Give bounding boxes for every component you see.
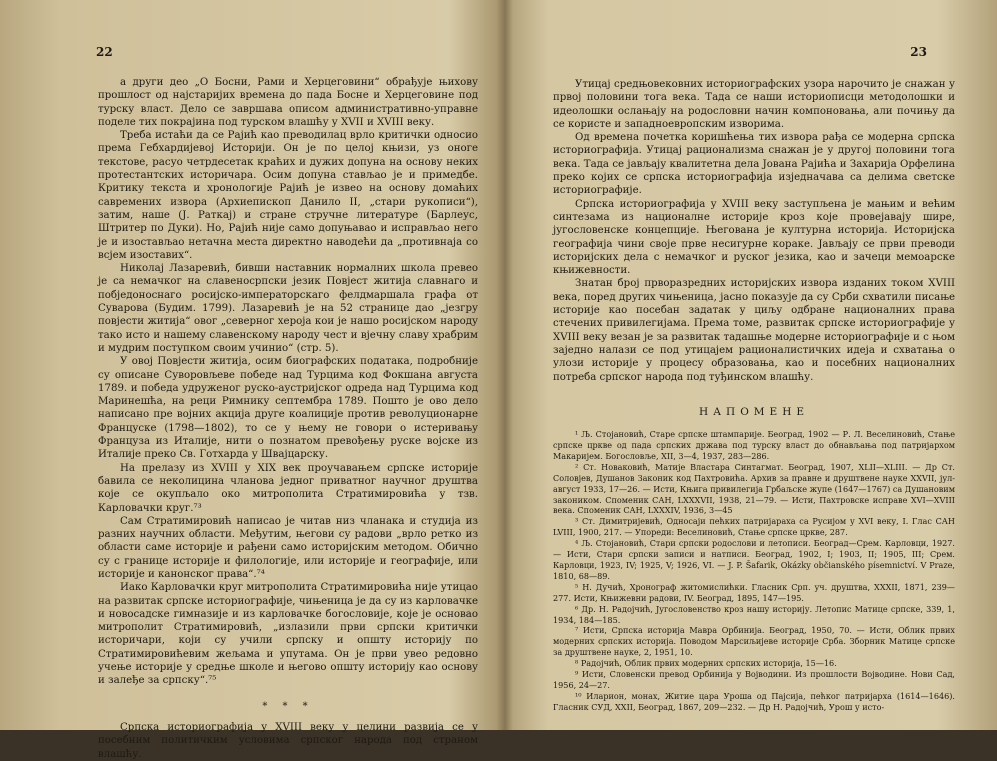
paragraph: Утицај средњовековних историографских узора нарочито је снажан у првој половини тога века. Тада се наши историописци методолошки и идеолошки ослањају на родословни начин компоновања, али почињу да се користе и западноевропским изворима. xyxy=(553,79,955,130)
footnotes xyxy=(553,429,955,713)
footnote: ⁸ Радојчић, Облик првих модерних српских историја, 15—16. xyxy=(575,658,837,669)
paragraph: Од времена почетка коришћења тих извора рађа се модерна српска историографија. Утицај рационализма снажан је у другој половини тога века. Тада се јављају квалитетна дела Јована Рајића и Захарија Орфелина преко којих се српска историографија изједначава са делима светске историографије. xyxy=(553,132,955,197)
footnote: ⁹ Исти, Словенски превод Орбинија у Војводини. Из прошлости Војводине. Нови Сад, 1956, 24—27. xyxy=(553,669,955,690)
paragraph: Иако Карловачки круг митрополита Стратимировића није утицао на развитак српске историографије, чињеница је да су из карловачке и новосадске гимназије и из карловачке богословије, које је основао митрополит Стратимировић, „излазили први српски критички историчари, који су учили српску и општу историју по Стратимировићевим жељама и упутама. Он је први увео редовно учење историје у средње школе и његово општу историју као основу и залеђе за српску“.⁷⁵ xyxy=(98,582,478,687)
left-page-text xyxy=(98,76,478,761)
footnote: ¹⁰ Иларион, монах, Житие цара Уроша од Пајсија, пећког патријарха (1614—1646). Гласник СУД, XXII, Београд, 1867, 209—232. — Др Н. Радојчић, Урош у исто- xyxy=(553,690,955,712)
right-page-text xyxy=(553,78,955,713)
paragraph: На прелазу из XVIII у XIX век проучавањем српске историје бавила се неколицина чланова једног приватног научног друштва које се окупљало око митрополита Стратимировића у тзв. Карловачки круг.⁷³ xyxy=(98,462,478,514)
section-separator: * * * xyxy=(262,700,314,712)
paragraph: Сам Стратимировић написао је читав низ чланака и студија из разних научних области. Међутим, његови су радови „врло ретко из области саме историје и рађени само историјским методом. Обично су с границе историје и филологије, или историје и географије, или историје и канонског права“.⁷⁴ xyxy=(98,515,478,580)
footnote: ⁵ Н. Дучић, Хронограф житомислићки. Гласник Срп. уч. друштва, XXXII, 1871, 239—277. Исти, Књижевни радови, IV. Београд, 1895, 147—195. xyxy=(553,581,955,603)
paragraph: У овој Повјести житија, осим биографских података, подробније су описане Суворовљеве победе над Турцима код Фокшана августа 1789. и победа удруженог руско-аустријског одреда над Турцима код Маринешћа, на реци Римнику септембра 1789. Пошто је ово дело написано пре војних акција друге коалиције против револуционарне Француске (1798—1802), то се у њему не говори о истеривању Француза из Италије, нити о познатом превођењу руске војске из Италије преко Св. Готхарда у Швајцарску. xyxy=(98,356,478,461)
paragraph: Треба истаћи да се Рајић као преводилац врло критички односио према Гебхардијевој Историји. Он је по целој књизи, уз оноге текстове, расуо четрдесетак краћих и дужих допуна на основу неких протестантских историчара. Осим допуна стављао је и примедбе. Критику текста и хронологије Рајић је извео на основу домаћих савремених извора (Архиепископ Данило II, „стари рукописи“), затим, наше (Ј. Раткај) и стране стручне литературе (Барлеус, Штритер по Дуки). Но, Рајић није само допуњавао и исправљао него је и изостављао нетачна места директно наводећи да „противнаја со всјем изоставих“. xyxy=(98,130,478,261)
page-number: 23 xyxy=(910,45,927,59)
page-number: 22 xyxy=(96,45,113,59)
footnote: ² Ст. Новаковић, Матије Властара Синтагмат. Београд, 1907, XLII—XLIII. — Др Ст. Соловјев, Душанов Законик код Пахтровића. Архив за правне и друштвене науке XXVII, јул-август 1933, 17—26. — Исти, Књига привилегија Грбаљске жупе (1647—1767) са Душановим закоником. Споменик САН, LXXXVII, 1938, 21—79. — Исти, Пахтровске исправе XVI—XVIII века. Споменик САН, LXXXIV, 1936, 3—45 xyxy=(553,461,955,516)
paragraph: Знатан број прворазредних историјских извора изданих током XVIII века, поред других чињеница, јасно показује да су Срби схватили писање историје као посебан задатак у циљу одбране националних права стечених привилегијама. Према томе, развитак српске историографије у XVIII веку везан је за развитак тадашње модерне историографије и с њом заједно налази се под утицајем рационалистичких идеја и схватања о улози историје у процесу образовања, као и посебних националних потреба српског народа под туђинском влашћу. xyxy=(553,278,955,383)
paragraph: а други део „О Босни, Рами и Херцеговини“ обрађује њихову прошлост од најстаријих времена до пада Босне и Херцеговине под турску власт. Дело се завршава описом административно-управне поделе тих покрајина под турском влашћу у XVII и XVIII веку. xyxy=(98,77,478,128)
right-page xyxy=(505,0,997,730)
footnote: ³ Ст. Димитријевић, Односаји пећких патријараха са Русијом у XVI веку, I. Глас САН LVIII, 1900, 217. — Упореди: Веселиновић, Стање српске цркве, 287. xyxy=(553,516,955,538)
paragraph: Николај Лазаревић, бивши наставник нормалних школа превео је са немачког на славеносрпски језик Повјест житија славнаго и побједоноснаго росијско-императорскаго фелдмаршала графа от Суварова (Будим. 1799). Лазаревић је на 52 странице дао „језгру повјести житија“ овог „северног хероја кои је нашо росијском народу тако исто и нашему славенскому народу чест и вјечну славу храбрим и мудрим поступком своим учинио“ (стр. 5). xyxy=(98,263,478,354)
footnote: ⁶ Др. Н. Радојчић, Југословенство кроз нашу историју. Летопис Матице српске, 339, 1, 1934, 184—185. xyxy=(553,603,955,625)
paragraph: Српска историографија у XVIII веку заступљена је мањим и већим синтезама из националне историје кроз које провејавају шире, југословенске концепције. Његована је културна историја. Историјска географија чини своје прве несигурне кораке. Јављају се први преводи историјских дела с немачког и руског језика, као и зачеци мемоарске књижевности. xyxy=(553,198,955,277)
paragraph: Српска историографија у XVIII веку у целини развија се у посебним политичким условима српског народа под страном влашћу. xyxy=(98,721,478,760)
footnote: ¹ Љ. Стојановић, Старе српске штампарије. Београд, 1902 — Р. Л. Веселиновић, Стање српске цркве од пада српских држава под турску власт до обнављања под патријархом Макаријем. Богословље, XII, 3—4, 1937, 283—286. xyxy=(553,429,955,461)
notes-heading: НАПОМЕНЕ xyxy=(698,405,810,418)
footnote: ⁴ Љ. Стојановић, Стари српски родослови и летописи. Београд—Срем. Карловци, 1927. — Исти, Стари српски записи и натписи. Београд, 1902, I; 1903, II; 1905, III; Срем. Карловци, 1923, IV; 1925, V; 1926, VI. — J. P. Šafarik, Okázky občianského písemnictví. V Praze, 1810, 68—89. xyxy=(553,538,955,581)
footnote: ⁷ Исти, Српска историја Мавра Орбинија. Београд, 1950, 70. — Исти, Облик првих модерних српских историја. Поводом Марсиљијеве историје Срба. Зборник Матице српске за друштвене науке, 2, 1951, 10. xyxy=(553,625,955,658)
